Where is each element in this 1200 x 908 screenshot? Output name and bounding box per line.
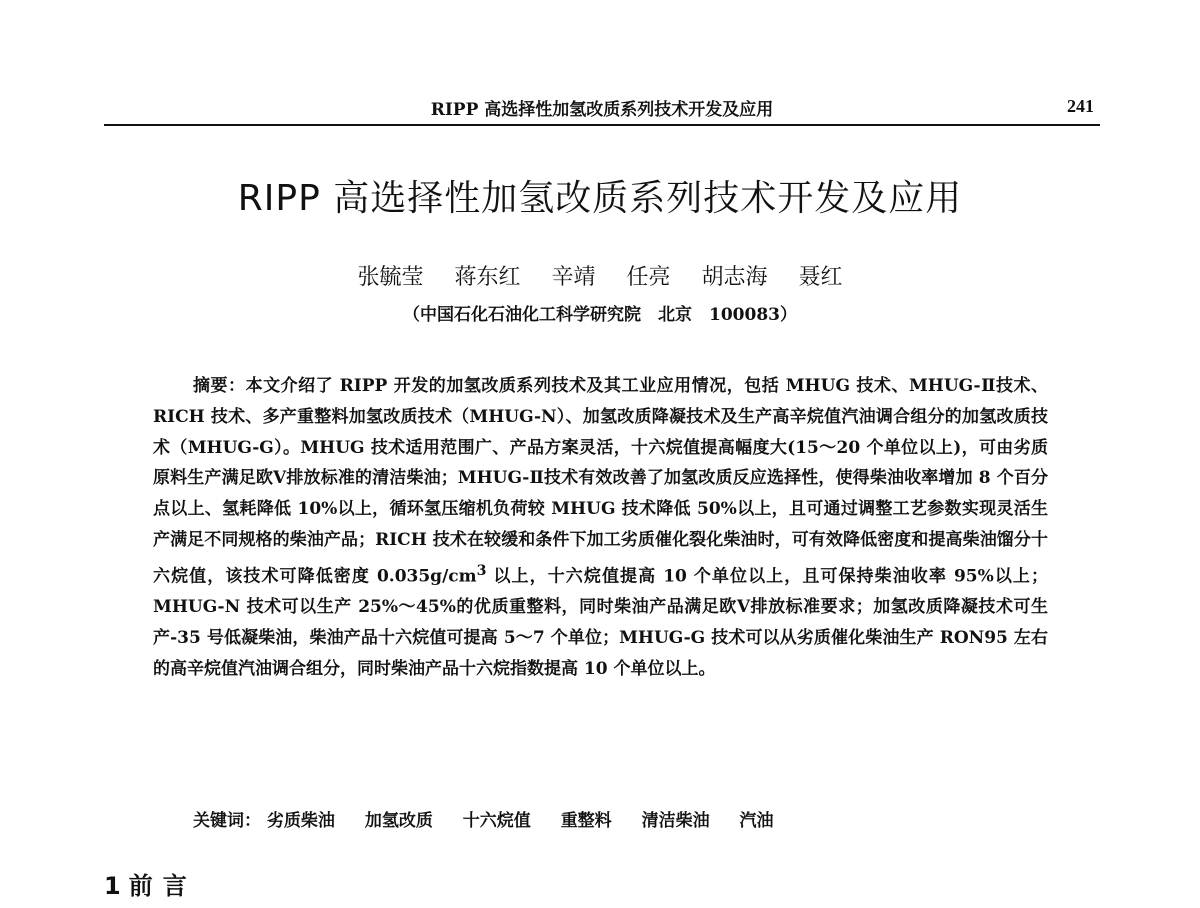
keyword: 清洁柴油 (641, 811, 710, 831)
keyword: 汽油 (739, 811, 774, 831)
keywords (193, 806, 1053, 831)
author-list (0, 260, 1200, 291)
keyword: 十六烷值 (462, 811, 531, 831)
author-name: 聂红 (798, 265, 843, 290)
author-name: 蒋东红 (454, 265, 521, 290)
author-name: 胡志海 (701, 265, 768, 290)
keyword: 重整料 (560, 811, 612, 831)
abstract-superscript: 3 (476, 562, 487, 579)
running-header (104, 92, 1100, 126)
abstract-text: 本文介绍了 RIPP 开发的加氢改质系列技术及其工业应用情况，包括 MHUG 技术、MHUG-Ⅱ技术、RICH 技术、多产重整料加氢改质技术（MHUG-N）、加氢改质降凝技术及生产高辛烷值汽油调合组分的加氢改质技术（MHUG-G）。MHUG 技术适用范围广、产品方案灵活，十六烷值提高幅度大(15～20 个单位以上)，可由劣质原料生产满足欧Ⅴ排放标准的清洁柴油；MHUG-Ⅱ技术有效改善了加氢改质反应选择性，使得柴油收率增加 8 个百分点以上、氢耗降低 10%以上，循环氢压缩机负荷较 MHUG 技术降低 50%以上，且可通过调整工艺参数实现灵活生产满足不同规格的柴油产品；RICH 技术在较缓和条件下加工劣质催化裂化柴油时，可有效降低密度和提高柴油馏分十六烷值，该技术可降低密度 0.035g/cm (153, 376, 1048, 587)
section-number: 1 (104, 872, 121, 900)
author-name: 任亮 (626, 265, 671, 290)
keyword: 劣质柴油 (266, 811, 335, 831)
author-name: 辛靖 (551, 265, 596, 290)
keyword: 加氢改质 (364, 811, 433, 831)
page-number: 241 (1067, 96, 1094, 116)
abstract (153, 371, 1048, 685)
section-title: 前言 (128, 872, 197, 900)
keywords-label: 关键词： (193, 811, 261, 831)
running-title: RIPP 高选择性加氢改质系列技术开发及应用 (430, 100, 774, 120)
abstract-label: 摘要： (193, 376, 246, 396)
abstract-text-continued: 以上，十六烷值提高 10 个单位以上，且可保持柴油收率 95%以上；MHUG-N 技术可以生产 25%～45%的优质重整料，同时柴油产品满足欧Ⅴ排放标准要求；加氢改质降凝技术可生产-35 号低凝柴油，柴油产品十六烷值可提高 5～7 个单位；MHUG-G 技术可以从劣质催化柴油生产 RON95 左右的高辛烷值汽油调合组分，同时柴油产品十六烷指数提高 10 个单位以上。 (153, 566, 1049, 679)
author-name: 张毓莹 (357, 265, 424, 290)
section-heading (104, 866, 197, 901)
affiliation: （中国石化石油化工科学研究院 北京 100083） (403, 305, 797, 325)
article-title: RIPP 高选择性加氢改质系列技术开发及应用 (237, 178, 963, 219)
